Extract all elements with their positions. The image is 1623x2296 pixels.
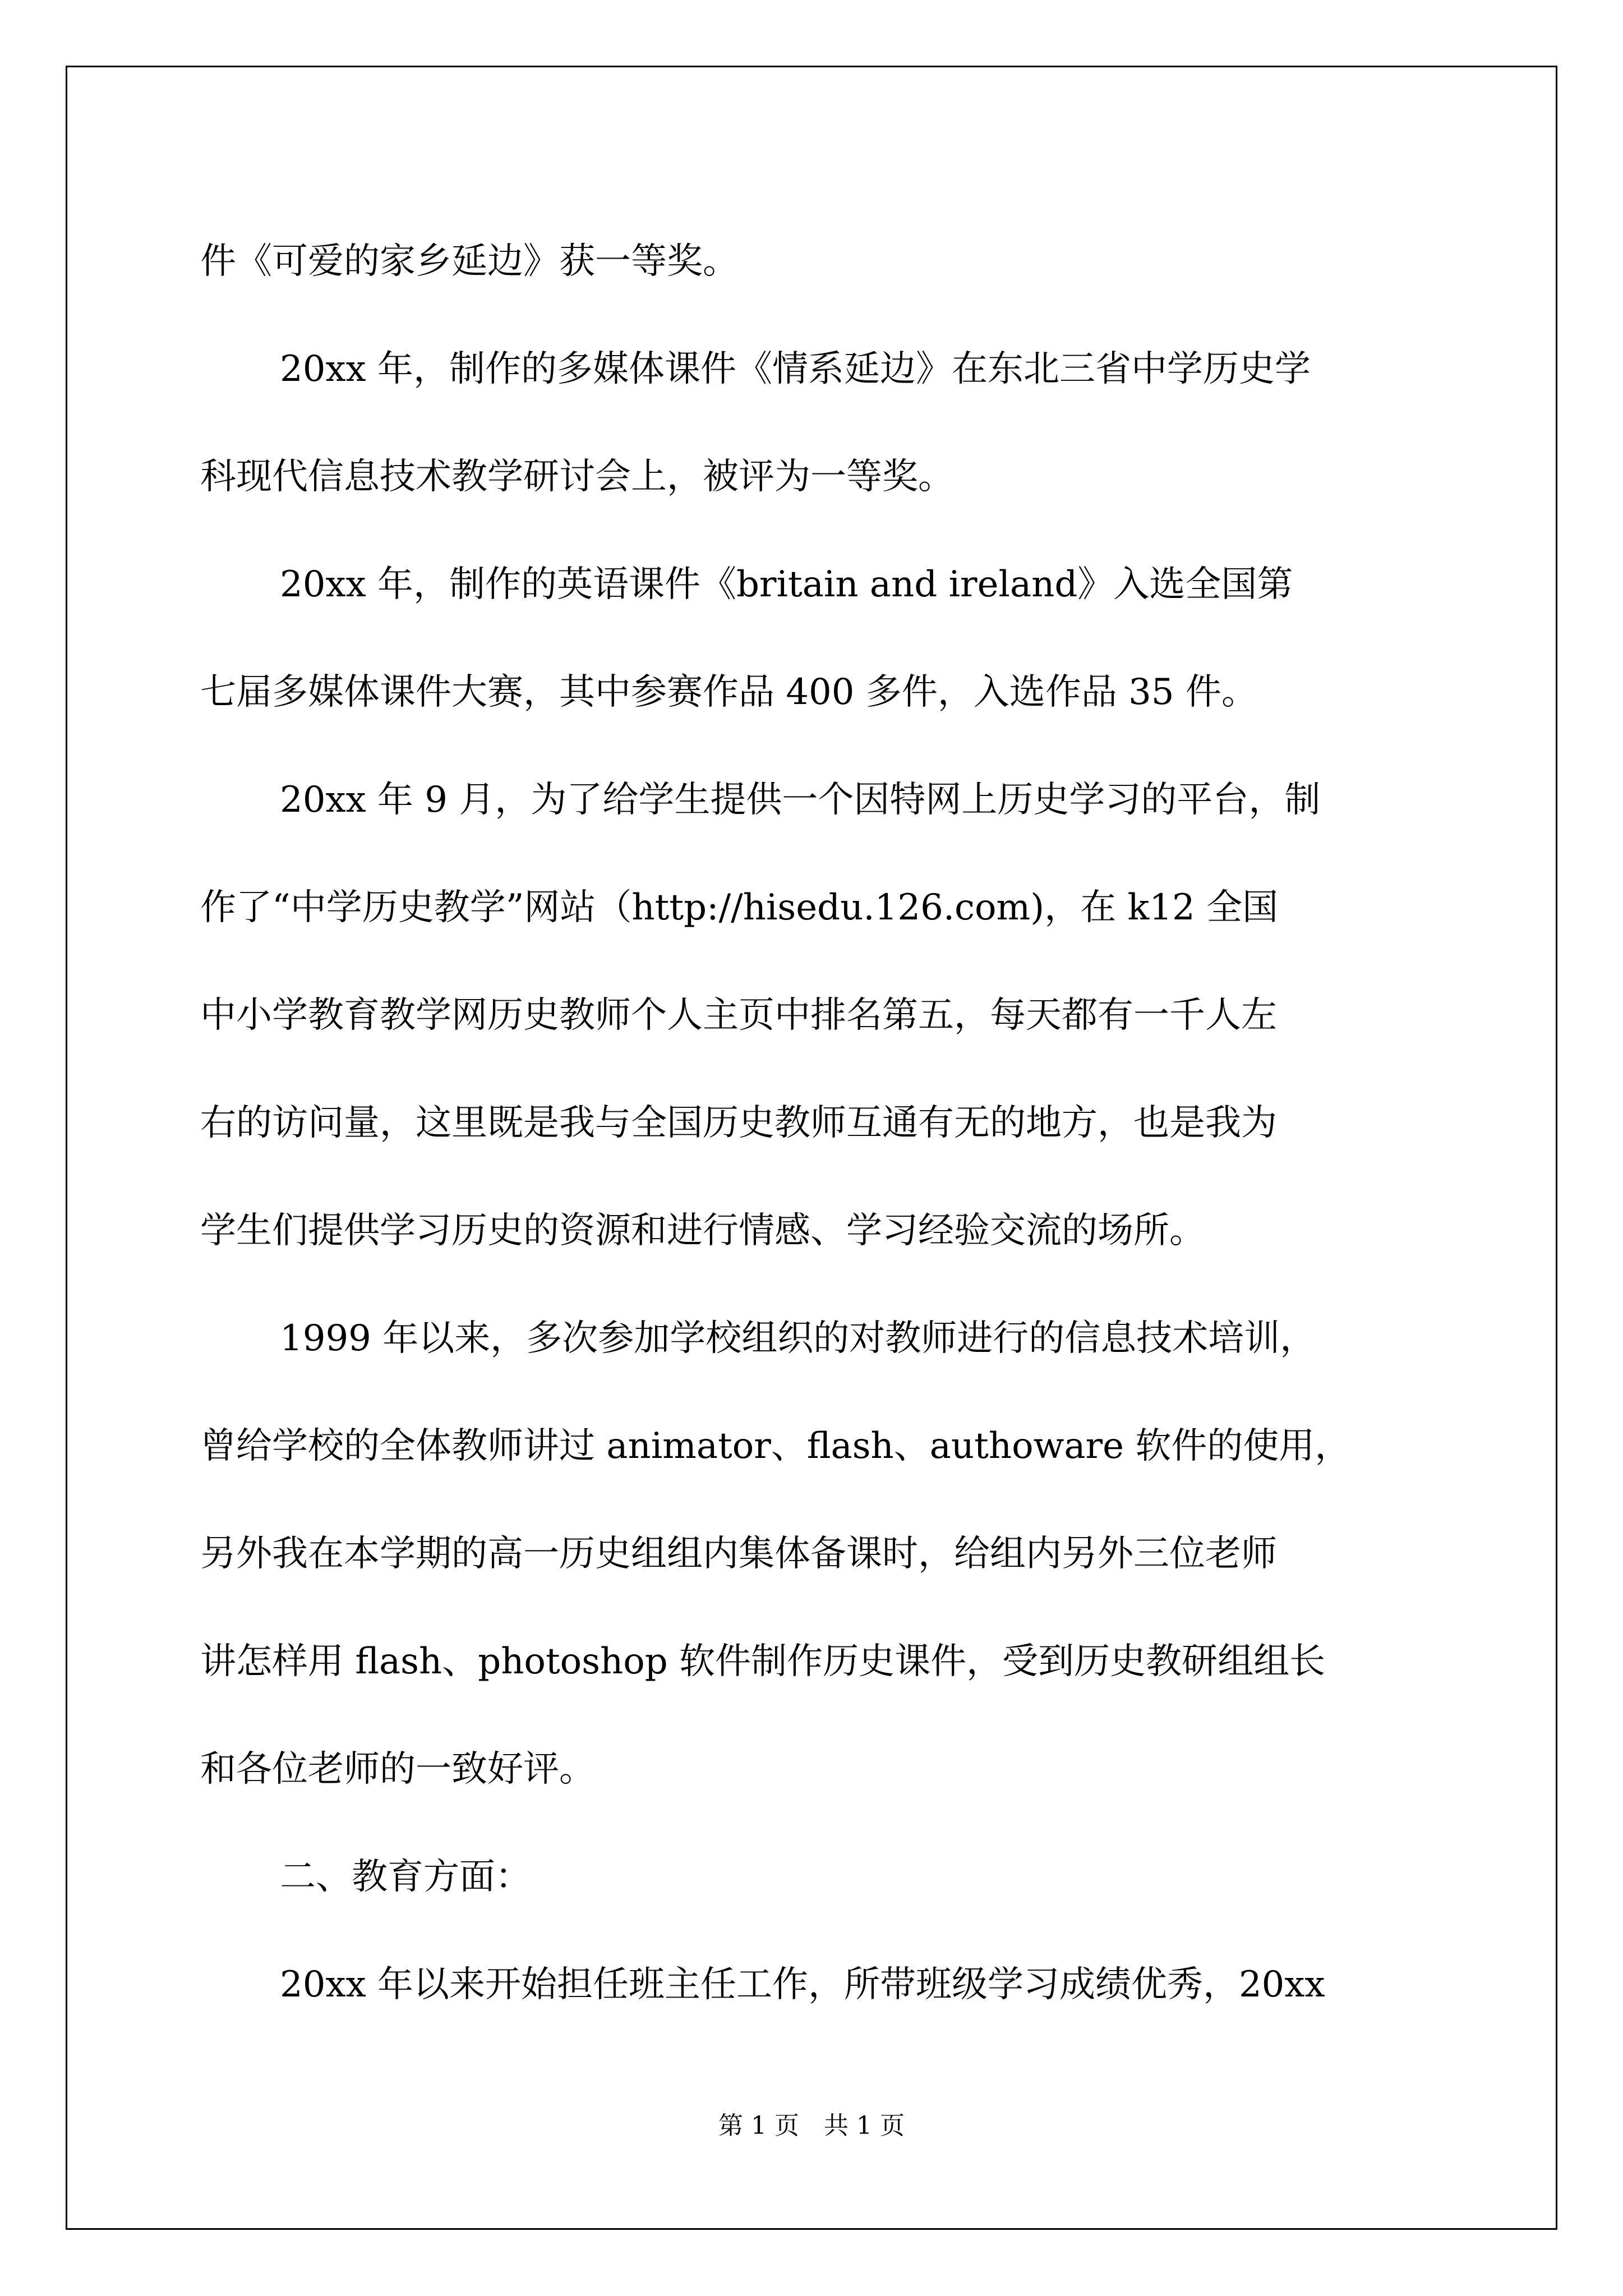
- text-line: 件《可爱的家乡延边》获一等奖。: [200, 241, 739, 282]
- text-line: 曾给学校的全体教师讲过 animator、flash、authoware 软件的使用，: [200, 1425, 1351, 1467]
- text-line: 20xx 年 9 月，为了给学生提供一个因特网上历史学习的平台，制: [280, 779, 1321, 821]
- text-line: 和各位老师的一致好评。: [200, 1749, 595, 1790]
- text-line: 学生们提供学习历史的资源和进行情感、学习经验交流的场所。: [200, 1210, 1205, 1251]
- text-line: 科现代信息技术教学研讨会上，被评为一等奖。: [200, 456, 954, 498]
- text-line: 20xx 年以来开始担任班主任工作，所带班级学习成绩优秀，20xx: [280, 1964, 1325, 2005]
- text-line: 20xx 年，制作的多媒体课件《情系延边》在东北三省中学历史学: [280, 348, 1311, 390]
- text-line: 20xx 年，制作的英语课件《britain and ireland》入选全国第: [280, 564, 1293, 605]
- section-heading: 二、教育方面：: [280, 1856, 531, 1898]
- text-line: 七届多媒体课件大赛，其中参赛作品 400 多件，入选作品 35 件。: [200, 671, 1257, 713]
- document-body: [200, 208, 1426, 2039]
- text-line: 1999 年以来，多次参加学校组织的对教师进行的信息技术培训，: [280, 1318, 1316, 1359]
- text-line: 作了“中学历史教学”网站（http://hisedu.126.com)，在 k12 全国: [200, 887, 1279, 928]
- text-line: 讲怎样用 flash、photoshop 软件制作历史课件，受到历史教研组组长: [200, 1641, 1326, 1682]
- text-line: 右的访问量，这里既是我与全国历史教师互通有无的地方，也是我为: [200, 1102, 1277, 1144]
- text-line: 另外我在本学期的高一历史组组内集体备课时，给组内另外三位老师: [200, 1533, 1277, 1575]
- page-footer: 第 1 页 共 1 页: [718, 2111, 905, 2140]
- text-line: 中小学教育教学网历史教师个人主页中排名第五，每天都有一千人左: [200, 995, 1277, 1036]
